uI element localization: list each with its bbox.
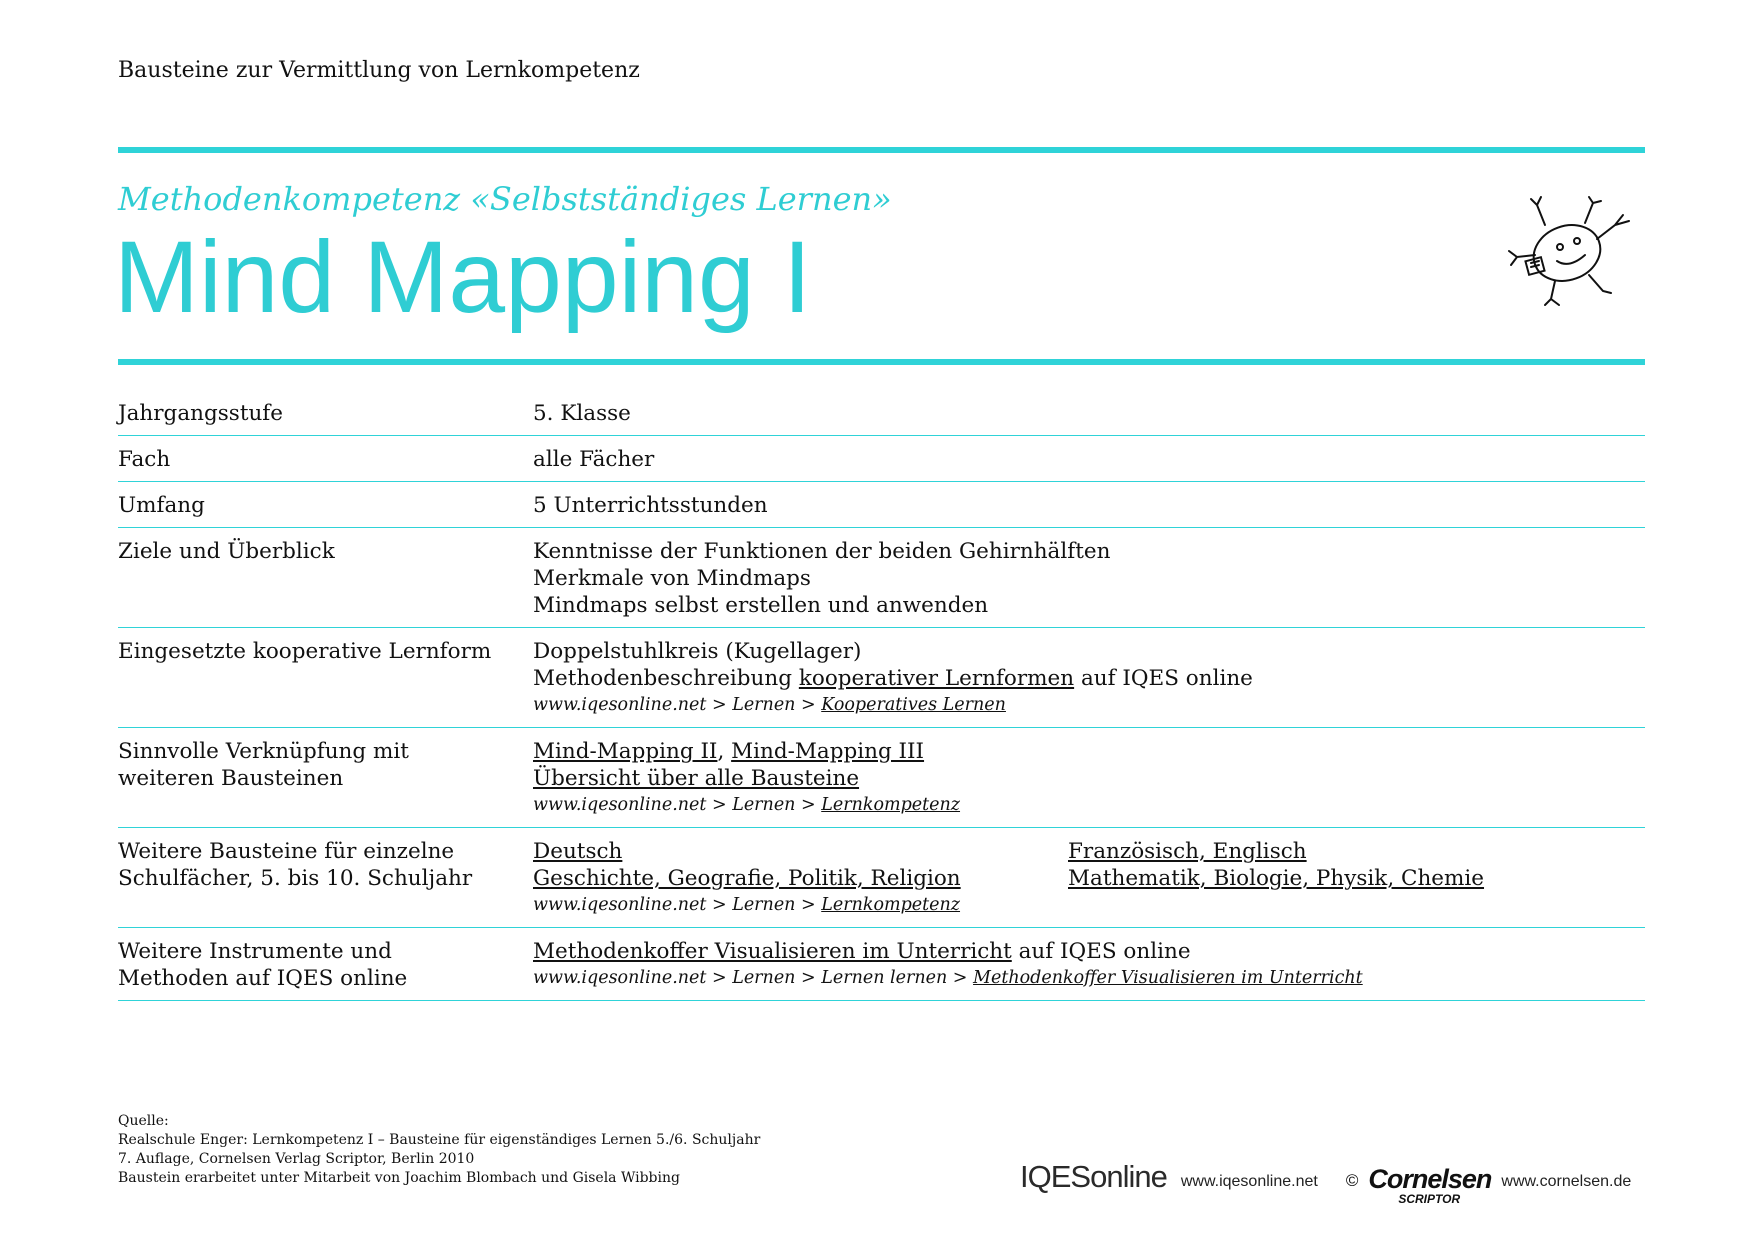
breadcrumb-path bbox=[533, 692, 1645, 719]
path-prefix: www.iqesonline.net > Lernen > bbox=[533, 895, 822, 915]
link-deutsch[interactable]: Deutsch bbox=[533, 839, 623, 864]
text-fragment: auf IQES online bbox=[1011, 939, 1191, 964]
link-methodenkoffer[interactable]: Methodenkoffer Visualisieren im Unterricht bbox=[533, 939, 1012, 964]
page-title: Mind Mapping I bbox=[114, 220, 812, 334]
iqes-url[interactable]: www.iqesonline.net bbox=[1180, 1173, 1318, 1190]
row-value bbox=[533, 728, 1645, 828]
link-lernkompetenz[interactable]: Lernkompetenz bbox=[821, 895, 961, 915]
separator: , bbox=[717, 739, 732, 764]
row-label: Fach bbox=[118, 436, 533, 482]
row-value bbox=[533, 828, 1645, 928]
source-label: Quelle: bbox=[118, 1113, 169, 1129]
link-methodenkoffer-url[interactable]: Methodenkoffer Visualisieren im Unterricht bbox=[973, 968, 1363, 988]
row-label bbox=[118, 828, 533, 928]
table-row bbox=[118, 482, 1645, 528]
title-divider bbox=[118, 359, 1645, 365]
row-label bbox=[118, 728, 533, 828]
subject-column bbox=[1068, 838, 1603, 892]
breadcrumb-path bbox=[533, 965, 1645, 992]
row-label: Eingesetzte kooperative Lernform bbox=[118, 628, 533, 728]
logo-text: online bbox=[1090, 1159, 1167, 1194]
subject-links bbox=[533, 838, 1645, 892]
row-label: Umfang bbox=[118, 482, 533, 528]
goal-item: Merkmale von Mindmaps bbox=[533, 566, 811, 591]
logo-subtext: SCRIPTOR bbox=[1398, 1192, 1461, 1206]
iqes-logo bbox=[1020, 1159, 1167, 1195]
link-kooperative-lernformen[interactable]: kooperativer Lernformen bbox=[798, 666, 1075, 691]
table-row bbox=[118, 928, 1645, 1001]
path-prefix: www.iqesonline.net > Lernen > Lernen lernen > bbox=[533, 968, 974, 988]
method-description bbox=[533, 665, 1645, 692]
info-table bbox=[118, 390, 1645, 1001]
source-line: Realschule Enger: Lernkompetenz I – Bausteine für eigenständiges Lernen 5./6. Schuljahr bbox=[118, 1132, 761, 1148]
row-value bbox=[533, 628, 1645, 728]
link-lernkompetenz[interactable]: Lernkompetenz bbox=[821, 795, 961, 815]
label-line: weiteren Bausteinen bbox=[118, 766, 344, 791]
label-line: Sinnvolle Verknüpfung mit bbox=[118, 739, 409, 764]
copyright-symbol: © bbox=[1345, 1171, 1359, 1190]
row-label: Jahrgangsstufe bbox=[118, 390, 533, 436]
link-kooperatives-lernen[interactable]: Kooperatives Lernen bbox=[821, 695, 1006, 715]
source-note bbox=[118, 1112, 760, 1188]
cornelsen-logo bbox=[1368, 1164, 1492, 1206]
subtitle: Methodenkompetenz «Selbstständiges Lernen» bbox=[118, 180, 892, 218]
link-mathematik-biologie[interactable]: Mathematik, Biologie, Physik, Chemie bbox=[1068, 866, 1485, 891]
instrument-line bbox=[533, 938, 1645, 965]
text-fragment: Methodenbeschreibung bbox=[533, 666, 799, 691]
table-row bbox=[118, 628, 1645, 728]
related-links bbox=[533, 738, 1645, 765]
row-value: 5. Klasse bbox=[533, 390, 1645, 436]
series-title: Bausteine zur Vermittlung von Lernkompetenz bbox=[118, 58, 640, 83]
row-value: alle Fächer bbox=[533, 436, 1645, 482]
goal-item: Mindmaps selbst erstellen und anwenden bbox=[533, 593, 989, 618]
path-prefix: www.iqesonline.net > Lernen > bbox=[533, 795, 822, 815]
table-row bbox=[118, 528, 1645, 628]
label-line: Methoden auf IQES online bbox=[118, 966, 408, 991]
row-value bbox=[533, 528, 1645, 628]
link-franzoesisch-englisch[interactable]: Französisch, Englisch bbox=[1068, 839, 1307, 864]
subject-column bbox=[533, 838, 1068, 892]
footer-logos bbox=[1020, 1155, 1632, 1206]
breadcrumb-path bbox=[533, 792, 1645, 819]
table-row bbox=[118, 728, 1645, 828]
row-label bbox=[118, 928, 533, 1001]
link-uebersicht-bausteine[interactable]: Übersicht über alle Bausteine bbox=[533, 766, 860, 791]
table-row bbox=[118, 436, 1645, 482]
row-value bbox=[533, 928, 1645, 1001]
label-line: Schulfächer, 5. bis 10. Schuljahr bbox=[118, 866, 473, 891]
text-fragment: auf IQES online bbox=[1074, 666, 1253, 691]
top-divider bbox=[118, 147, 1645, 153]
table-row bbox=[118, 390, 1645, 436]
method-name: Doppelstuhlkreis (Kugellager) bbox=[533, 639, 862, 664]
logo-text: Cornelsen bbox=[1368, 1164, 1492, 1194]
path-prefix: www.iqesonline.net > Lernen > bbox=[533, 695, 822, 715]
source-line: 7. Auflage, Cornelsen Verlag Scriptor, Berlin 2010 bbox=[118, 1151, 475, 1167]
label-line: Weitere Bausteine für einzelne bbox=[118, 839, 455, 864]
link-mind-mapping-2[interactable]: Mind-Mapping II bbox=[533, 739, 718, 764]
cornelsen-url[interactable]: www.cornelsen.de bbox=[1501, 1173, 1632, 1190]
link-mind-mapping-3[interactable]: Mind-Mapping III bbox=[731, 739, 925, 764]
goal-item: Kenntnisse der Funktionen der beiden Gehirnhälften bbox=[533, 539, 1111, 564]
label-line: Weitere Instrumente und bbox=[118, 939, 392, 964]
breadcrumb-path bbox=[533, 892, 1645, 919]
cartoon-brain-mascot-icon bbox=[1505, 195, 1635, 310]
source-line: Baustein erarbeitet unter Mitarbeit von Joachim Blombach und Gisela Wibbing bbox=[118, 1170, 680, 1186]
row-value: 5 Unterrichtsstunden bbox=[533, 482, 1645, 528]
logo-text: IQES bbox=[1020, 1159, 1091, 1194]
row-label: Ziele und Überblick bbox=[118, 528, 533, 628]
table-row bbox=[118, 828, 1645, 928]
link-geschichte-geografie[interactable]: Geschichte, Geografie, Politik, Religion bbox=[533, 866, 961, 891]
